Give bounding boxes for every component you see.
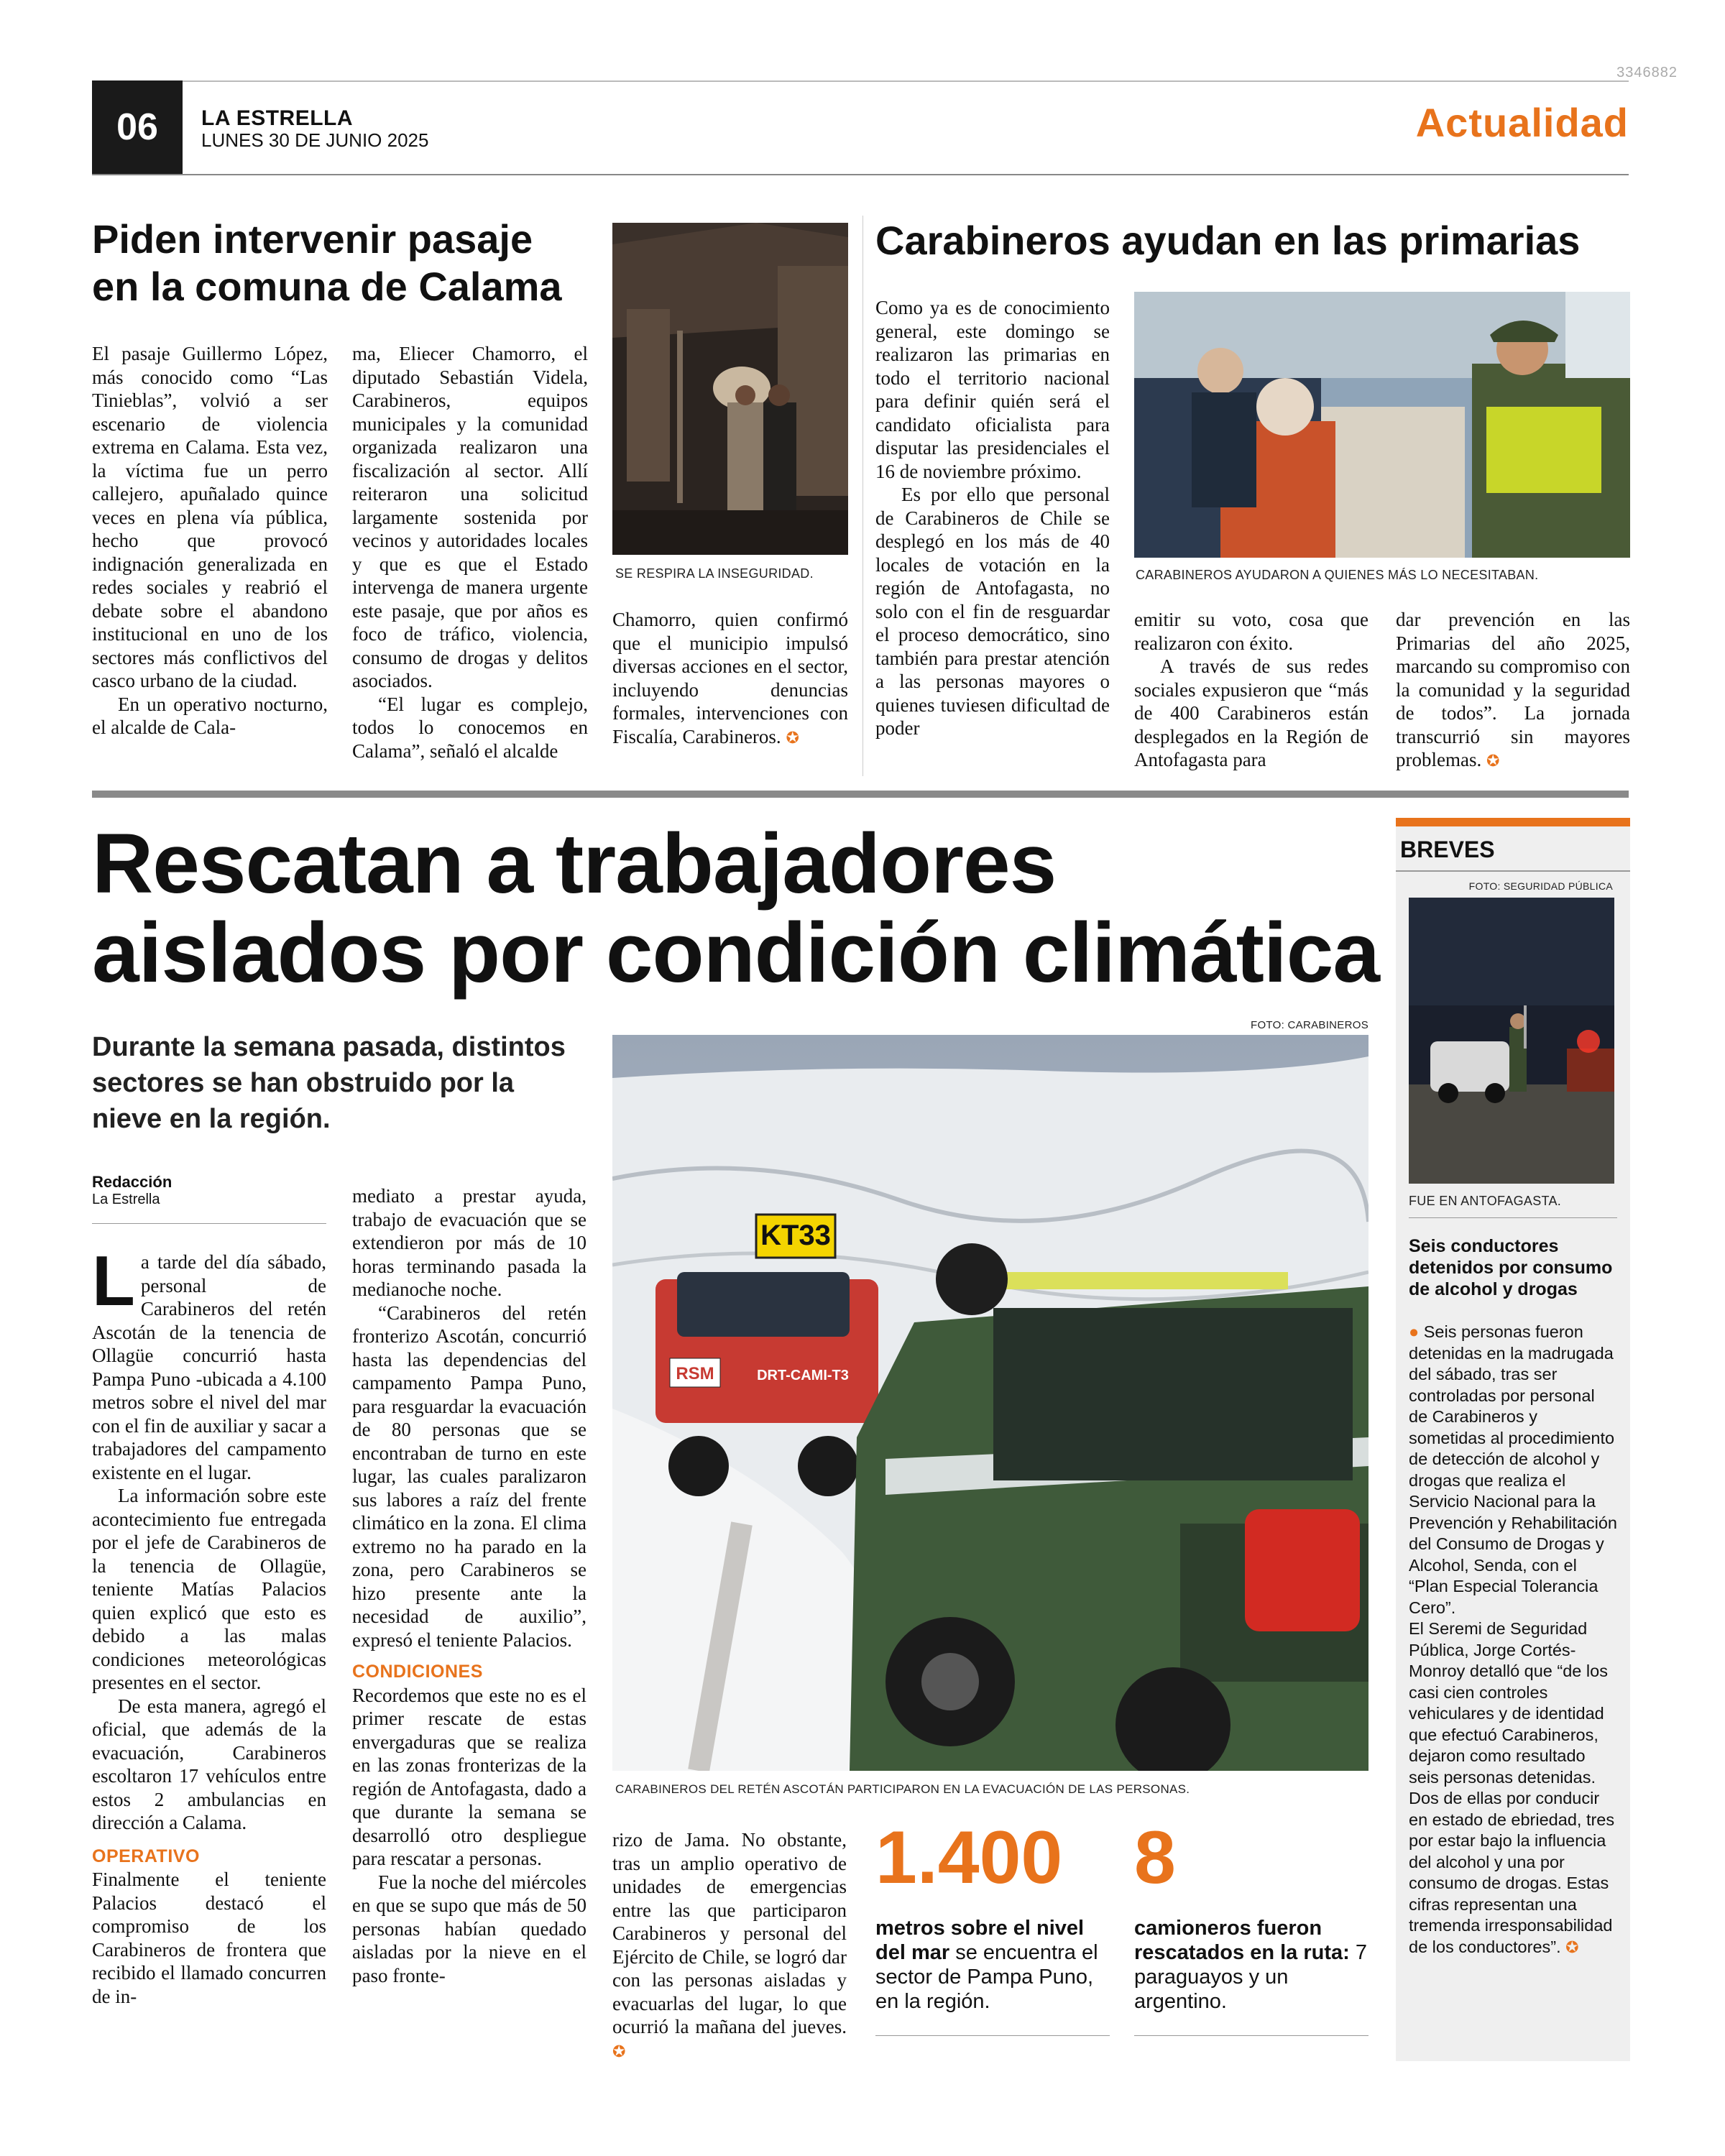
stat-2-bold: camioneros fueron rescatados en la ruta: <box>1134 1917 1350 1964</box>
end-mark-icon: ✪ <box>1565 1938 1579 1956</box>
byline-outlet: La Estrella <box>92 1192 160 1207</box>
calama-col1-p1: El pasaje Guillermo López, más conocido como “Las Tinieblas”, volvió a ser escenario de violencia extrema en Calama. Esta vez, la víctima fue un perro callejero, apuñalado quince veces en plena vía pública, hecho que provocó indignación generalizada en redes sociales y reabrió el debate sobre el abandono institucional en uno de los sectores más conflictivos del casco urbano de la ciudad. <box>92 343 328 691</box>
calama-column-3 <box>612 608 848 750</box>
stat-2-text <box>1134 1916 1368 2014</box>
police-truck <box>850 1243 1368 1771</box>
paper-name: LA ESTRELLA <box>201 106 354 130</box>
stat-1-number: 1.400 <box>875 1816 1063 1899</box>
main-col1-p1-text: a tarde del día sábado, personal de Carabineros del retén Ascotán de la tenencia de Ollagüe concurrió hasta Pampa Puno -ubicada a 4.100 metros sobre el nivel del mar con el fin de auxiliar y sacar a trabajadores del campamento existente en el lugar. <box>92 1251 326 1483</box>
calama-headline-line2: en la comuna de Calama <box>92 264 562 309</box>
main-headline <box>92 816 1386 1000</box>
calama-col3-p1 <box>612 608 848 750</box>
breves-p2 <box>1409 1618 1617 1958</box>
breves-p2-text: El Seremi de Seguridad Pública, Jorge Cortés-Monroy detalló que “de los casi cien controles vehiculares y de identidad que efectuó Carabineros, dejaron como resultado seis personas detenidas. Dos de ellas por conducir en estado de ebriedad, tres por estar bajo la influencia del alcohol y una por consumo de drogas. Estas cifras representan una tremenda irresponsabilidad de los conductores”. <box>1409 1619 1615 1956</box>
main-col2-p4: Fue la noche del miércoles en que se supo que más de 50 personas habían quedado aisladas por la nieve en el paso fronte- <box>352 1871 586 1986</box>
primarias-column-1 <box>875 296 1110 740</box>
primarias-col1-p1: Como ya es de conocimiento general, este domingo se realizaron las primarias en todo el territorio nacional para definir quién será el candidato oficialista para disputar las presidenciales el 16 de noviembre próximo. <box>875 297 1110 482</box>
calama-col1-p2: En un operativo nocturno, el alcalde de Cala- <box>92 693 328 738</box>
main-column-1 <box>92 1241 326 2008</box>
breves-p1-text: Seis personas fueron detenidas en la madrugada del sábado, tras ser controladas por personal de Carabineros y sometidas al procedimiento de detección de alcohol y drogas que realiza el Servicio Nacional para la Prevención y Rehabilitación del Consumo de Drogas y Alcohol, Senda, con el “Plan Especial Tolerancia Cero”. <box>1409 1322 1617 1617</box>
byline-rule <box>92 1223 326 1224</box>
byline-name: Redacción <box>92 1173 172 1191</box>
header-bottom-rule <box>92 174 1629 175</box>
breves-top-bar <box>1396 818 1630 826</box>
calama-headline <box>92 216 610 310</box>
story-divider-vertical <box>862 216 863 776</box>
calama-column-1 <box>92 342 328 740</box>
primarias-col2-p2: A través de sus redes sociales expusieron que “más de 400 Carabineros están desplegados en la Región de Antofagasta para <box>1134 655 1368 770</box>
carabinero-helping-voter-image <box>1134 292 1630 558</box>
page-number-tab <box>92 80 183 174</box>
header-top-rule <box>92 80 1629 82</box>
primarias-col1-p2: Es por ello que personal de Carabineros de Chile se desplegó en los más de 40 locales de votación en la región de Antofagasta, no solo con el fin de resguardar el proceso democrático, sino también para prestar atención a las personas mayores o quienes tuviesen dificultad de poder <box>875 484 1110 739</box>
section-label: Actualidad <box>1415 100 1629 145</box>
main-photo-caption: CARABINEROS DEL RETÉN ASCOTÁN PARTICIPARON EN LA EVACUACIÓN DE LAS PERSONAS. <box>615 1782 1190 1796</box>
page-date: LUNES 30 DE JUNIO 2025 <box>201 129 429 151</box>
stat-2-number: 8 <box>1134 1816 1176 1899</box>
breves-headline: Seis conductores detenidos por consumo de alcohol y drogas <box>1409 1236 1613 1299</box>
stat-2-rest: 7 paraguayos y un argentino. <box>1134 1941 1367 2013</box>
breves-photo-credit: FOTO: SEGURIDAD PÚBLICA <box>1468 880 1613 892</box>
calama-col2-p1: ma, Eliecer Chamorro, el diputado Sebastián Videla, Carabineros, equipos municipales y la comunidad organizada realizaron una fiscalización al sector. Allí reiteraron una solicitud largamente sostenida por vecinos y autoridades locales y que es que el Estado intervenga de manera urgente este pasaje, que por años es foco de tráfico, violencia, consumo de drogas y delitos asociados. <box>352 343 588 691</box>
dropcap: L <box>92 1241 135 1320</box>
page-number: 06 <box>116 106 158 148</box>
primarias-col3-text: dar prevención en las Primarias del año 2025, marcando su compromiso con la comunidad y la seguridad de todos”. La jornada transcurrió sin mayores problemas. <box>1396 609 1630 770</box>
calama-photo-caption: SE RESPIRA LA INSEGURIDAD. <box>615 566 814 581</box>
subhead-condiciones: CONDICIONES <box>352 1662 483 1682</box>
breves-box <box>1396 818 1630 2061</box>
end-mark-icon: ✪ <box>786 728 799 747</box>
primarias-photo <box>1134 292 1630 558</box>
main-col2-p2: “Carabineros del retén fronterizo Ascotán, concurrió hasta las dependencias del campamento Pampa Puno, para resguardar la evacuación de 80 personas que se encontraban de turno en este lugar, las cuales paralizaron sus labores a raíz del frente climático en la zona. El clima extremo no ha parado en la zona, pero Carabineros se hizo presente ante la necesidad de auxilio”, expresó el teniente Palacios. <box>352 1302 586 1651</box>
main-column-2 <box>352 1184 586 1987</box>
truck-brand-text: RSM <box>676 1364 714 1383</box>
stat-1-rest: se encuentra el sector de Pampa Puno, en la región. <box>875 1941 1098 2013</box>
main-col2-p1: mediato a prestar ayuda, trabajo de evacuación que se extendieron por más de 10 horas terminando pasada la medianoche noche. <box>352 1185 586 1300</box>
primarias-photo-caption: CARABINEROS AYUDARON A QUIENES MÁS LO NECESITABAN. <box>1136 568 1539 582</box>
stat-1-text <box>875 1916 1110 2014</box>
primarias-headline: Carabineros ayudan en las primarias <box>875 218 1581 263</box>
primarias-column-2 <box>1134 608 1368 772</box>
main-headline-line1: Rescatan a trabajadores <box>92 816 1057 911</box>
main-photo <box>612 1035 1368 1771</box>
breves-label: BREVES <box>1400 837 1495 862</box>
calama-photo <box>612 223 848 555</box>
breves-caption-rule <box>1409 1217 1617 1218</box>
main-col3-p1 <box>612 1828 847 2063</box>
primarias-col2-p1: emitir su voto, cosa que realizaron con éxito. <box>1134 609 1368 654</box>
main-deck: Durante la semana pasada, distintos sectores se han obstruido por la nieve en la región. <box>92 1032 566 1134</box>
calama-col3-text: Chamorro, quien confirmó que el municipio impulsó diversas acciones en el sector, incluyendo denuncias formales, intervenciones con Fiscalía, Carabineros. <box>612 609 848 747</box>
section-separator <box>92 791 1629 798</box>
calama-column-2 <box>352 342 588 763</box>
breves-body <box>1409 1322 1617 1958</box>
primarias-col3-p1 <box>1396 608 1630 773</box>
main-column-3 <box>612 1828 847 2063</box>
night-street-image <box>612 223 848 555</box>
truck-code-text: DRT-CAMI-T3 <box>757 1368 849 1383</box>
breves-photo-caption: FUE EN ANTOFAGASTA. <box>1409 1194 1562 1208</box>
calama-col2-p2: “El lugar es complejo, todos lo conocemos en Calama”, señaló el alcalde <box>352 693 588 762</box>
stat-2-rule <box>1134 2035 1368 2036</box>
calama-headline-line1: Piden intervenir pasaje <box>92 216 533 262</box>
byline <box>92 1173 172 1208</box>
bullet-icon: ● <box>1409 1322 1420 1341</box>
breves-photo <box>1409 898 1614 1184</box>
end-mark-icon: ✪ <box>612 2042 626 2060</box>
stat-1-rule <box>875 2035 1110 2036</box>
snow-rescue-vehicles-image <box>612 1035 1368 1771</box>
main-col1-p2: La información sobre este acontecimiento fue entregada por el jefe de Carabineros de la tenencia de Ollagüe, teniente Matías Palacios quien explicó que esto es debido a las malas condiciones meteorológicas presentes en el sector. <box>92 1485 326 1693</box>
subhead-operativo: OPERATIVO <box>92 1846 200 1866</box>
breves-p1 <box>1409 1322 1617 1618</box>
stat-2 <box>1134 1818 1368 2014</box>
main-headline-line2: aislados por condición climática <box>92 906 1379 1000</box>
main-col3-text: rizo de Jama. No obstante, tras un amplio operativo de unidades de emergencias entre las que participaron Carabineros y personal del Ejército de Chile, se logró dar con las personas aisladas y evacuarlas del lugar, lo que ocurrió la mañana del jueves. <box>612 1829 847 2037</box>
main-col2-p3: Recordemos que este no es el primer rescate de estas envergaduras que se realiza en las zonas fronterizas de la región de Antofagasta, dado a que durante la semana se desarrolló otro despliegue para rescatar a personas. <box>352 1684 586 1869</box>
truck-sign-text: KT33 <box>760 1220 831 1251</box>
main-photo-credit: FOTO: CARABINEROS <box>1250 1019 1368 1031</box>
night-checkpoint-image <box>1409 898 1614 1184</box>
main-col1-p3: De esta manera, agregó el oficial, que además de la evacuación, Carabineros escoltaron 17 vehículos entre estos 2 ambulancias en dirección a Calama. <box>92 1695 326 1833</box>
end-mark-icon: ✪ <box>1486 752 1500 770</box>
main-col1-p1 <box>92 1241 326 1484</box>
stat-1-bold: metros sobre el nivel del mar <box>875 1917 1085 1964</box>
stat-1 <box>875 1818 1110 2014</box>
page-code: 3346882 <box>1616 65 1678 80</box>
primarias-column-3 <box>1396 608 1630 773</box>
main-col1-p4: Finalmente el teniente Palacios destacó el compromiso de los Carabineros de frontera que recibido el llamado concurren de in- <box>92 1869 326 2007</box>
